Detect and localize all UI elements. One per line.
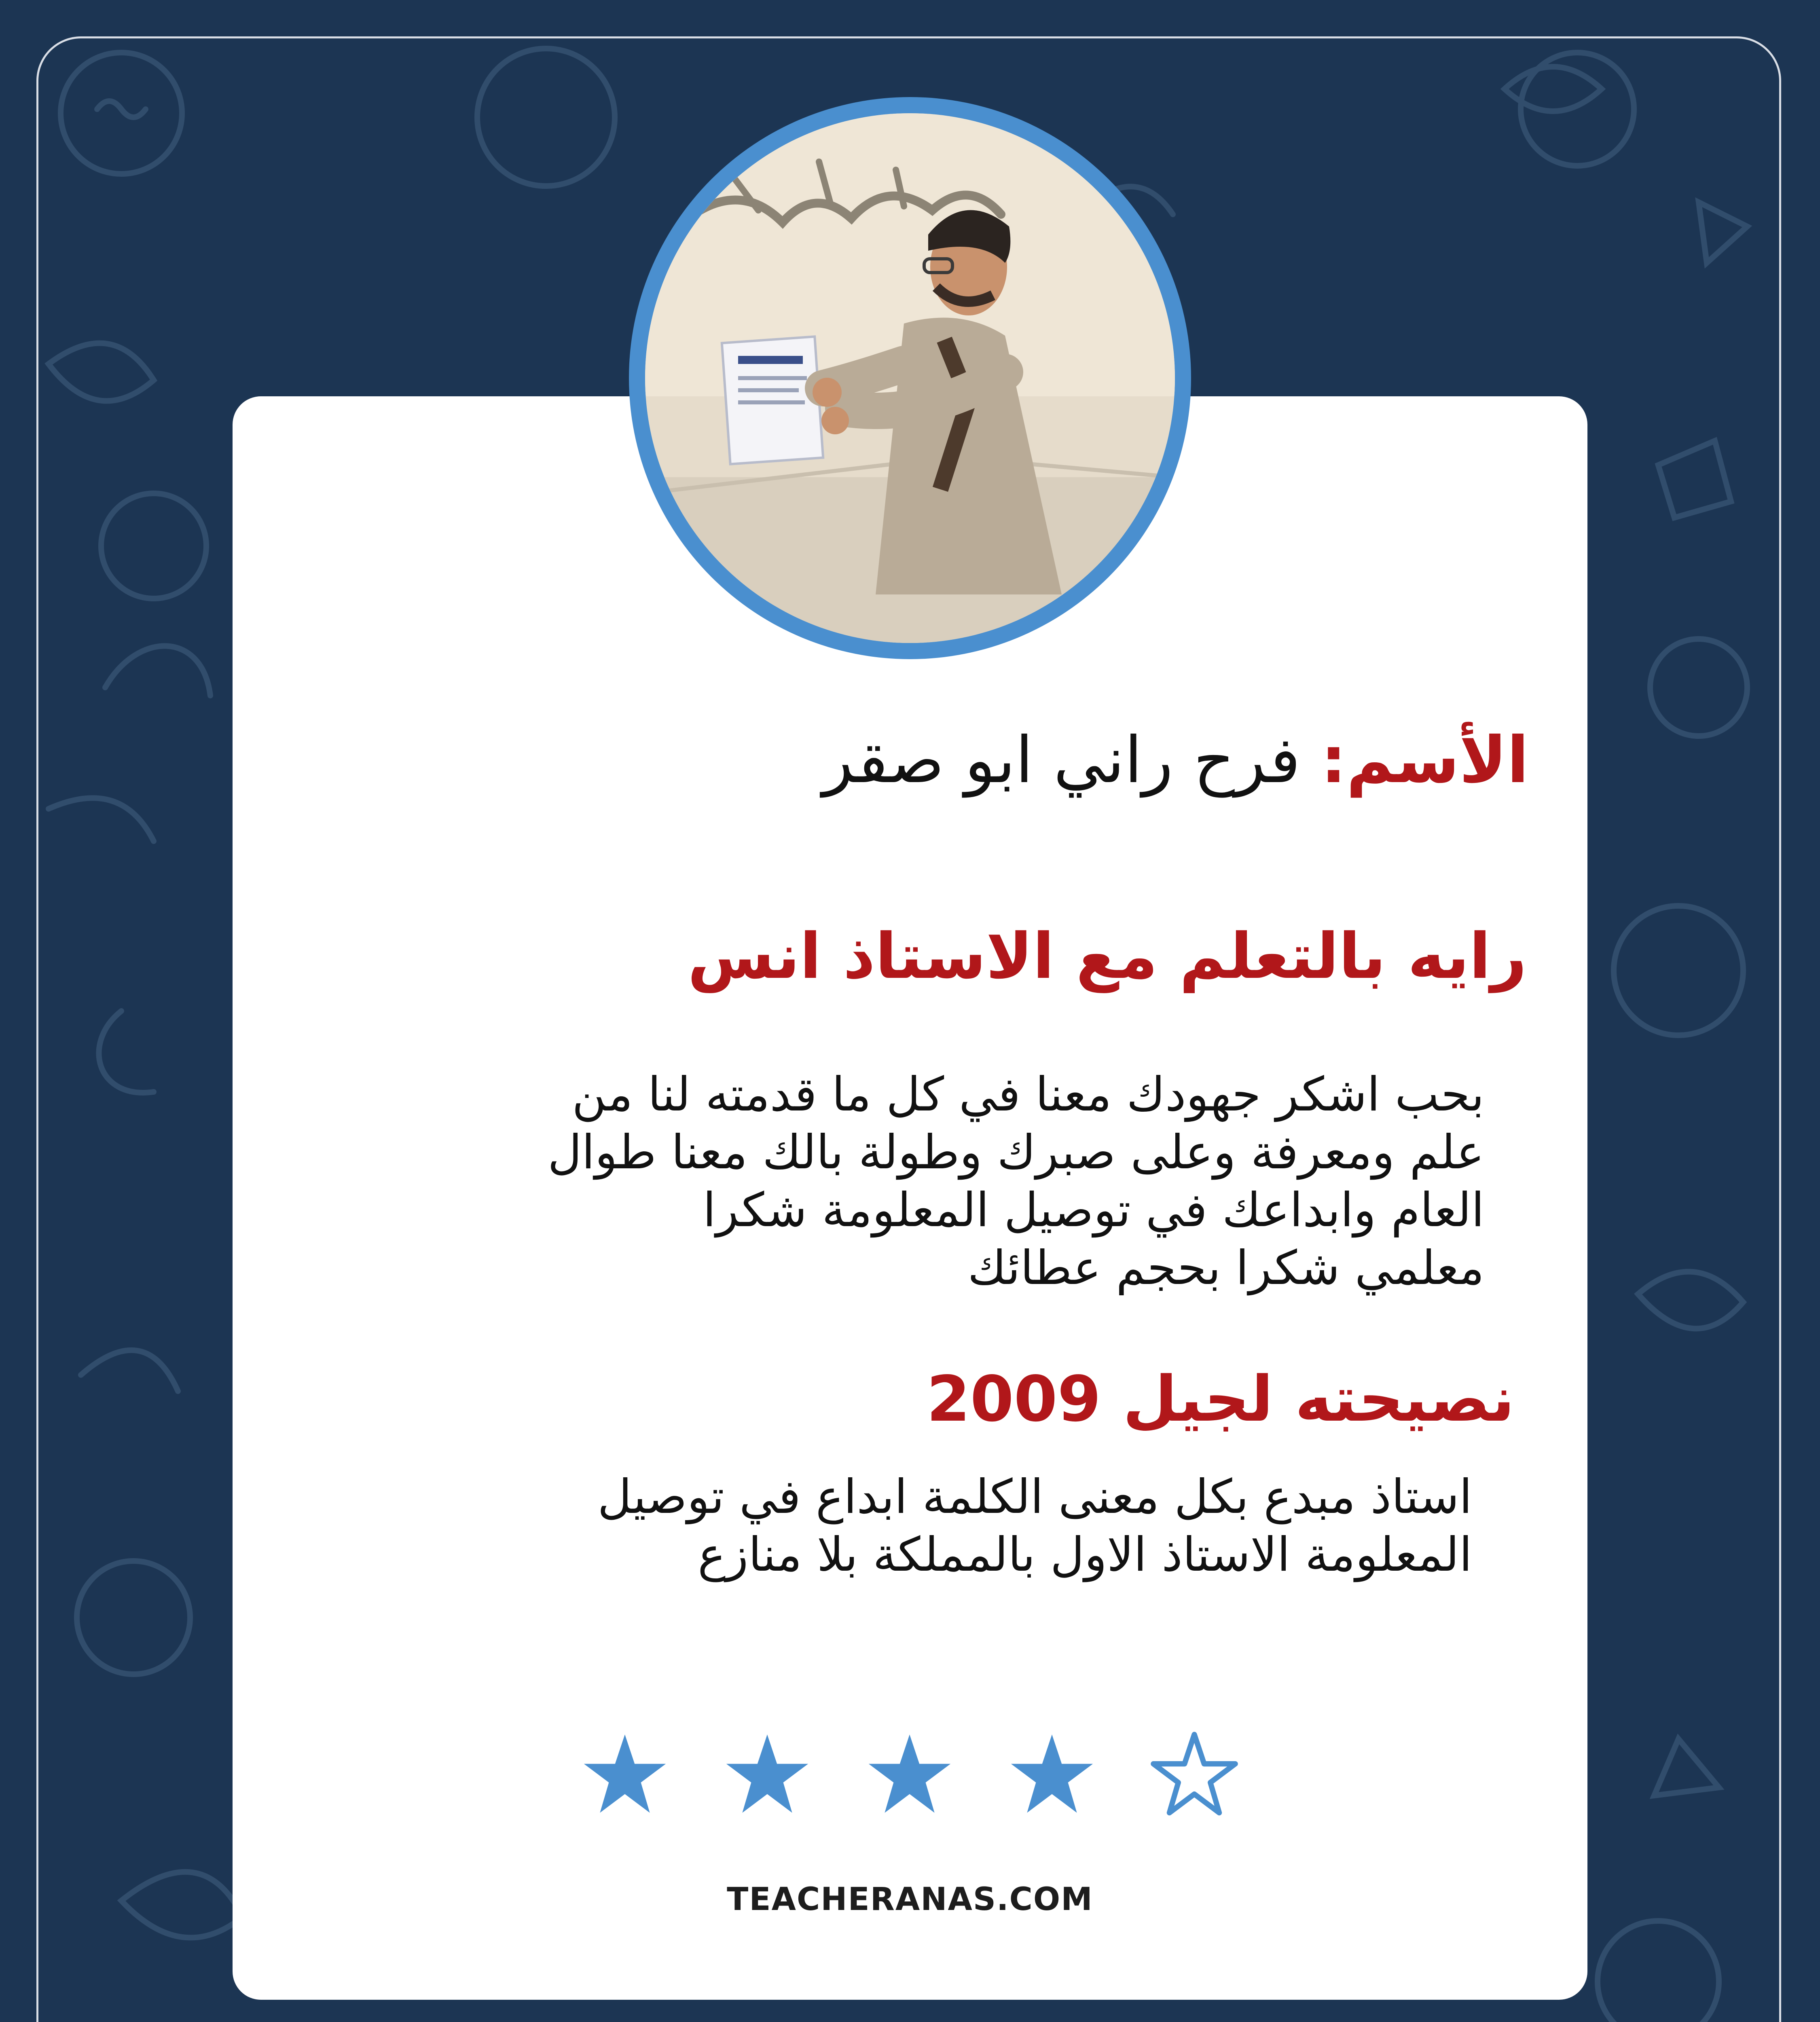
star-outline-icon bbox=[1150, 1730, 1239, 1819]
opinion-line: معلمي شكرا بحجم عطائك bbox=[967, 1241, 1484, 1295]
advice-line: استاذ مبدع بكل معنى الكلمة ابداع في توصيل bbox=[597, 1470, 1472, 1524]
student-name: فرح راني ابو صقر bbox=[822, 723, 1301, 797]
star-filled-icon bbox=[723, 1730, 812, 1819]
name-label: الأسم: bbox=[1321, 723, 1529, 797]
star-rating bbox=[580, 1730, 1244, 1827]
star-filled-icon bbox=[865, 1730, 954, 1819]
student-photo bbox=[629, 97, 1191, 659]
star-filled-icon bbox=[580, 1730, 669, 1819]
student-name-row bbox=[315, 720, 1529, 801]
advice-line: المعلومة الاستاذ الاول بالمملكة بلا منازع bbox=[698, 1527, 1472, 1582]
opinion-line: بحب اشكر جهودك معنا في كل ما قدمته لنا من bbox=[572, 1067, 1484, 1122]
opinion-line: علم ومعرفة وعلى صبرك وطولة بالك معنا طوال bbox=[548, 1125, 1484, 1180]
star-filled-icon bbox=[1007, 1730, 1096, 1819]
opinion-title: رايه بالتعلم مع الاستاذ انس bbox=[688, 920, 1527, 993]
opinion-text bbox=[311, 1066, 1484, 1297]
advice-title: نصيحته لجيل 2009 bbox=[926, 1362, 1515, 1436]
advice-text bbox=[299, 1468, 1472, 1584]
website-footer: TEACHERANAS.COM bbox=[727, 1881, 1093, 1918]
opinion-line: العام وابداعك في توصيل المعلومة شكرا bbox=[703, 1183, 1484, 1237]
